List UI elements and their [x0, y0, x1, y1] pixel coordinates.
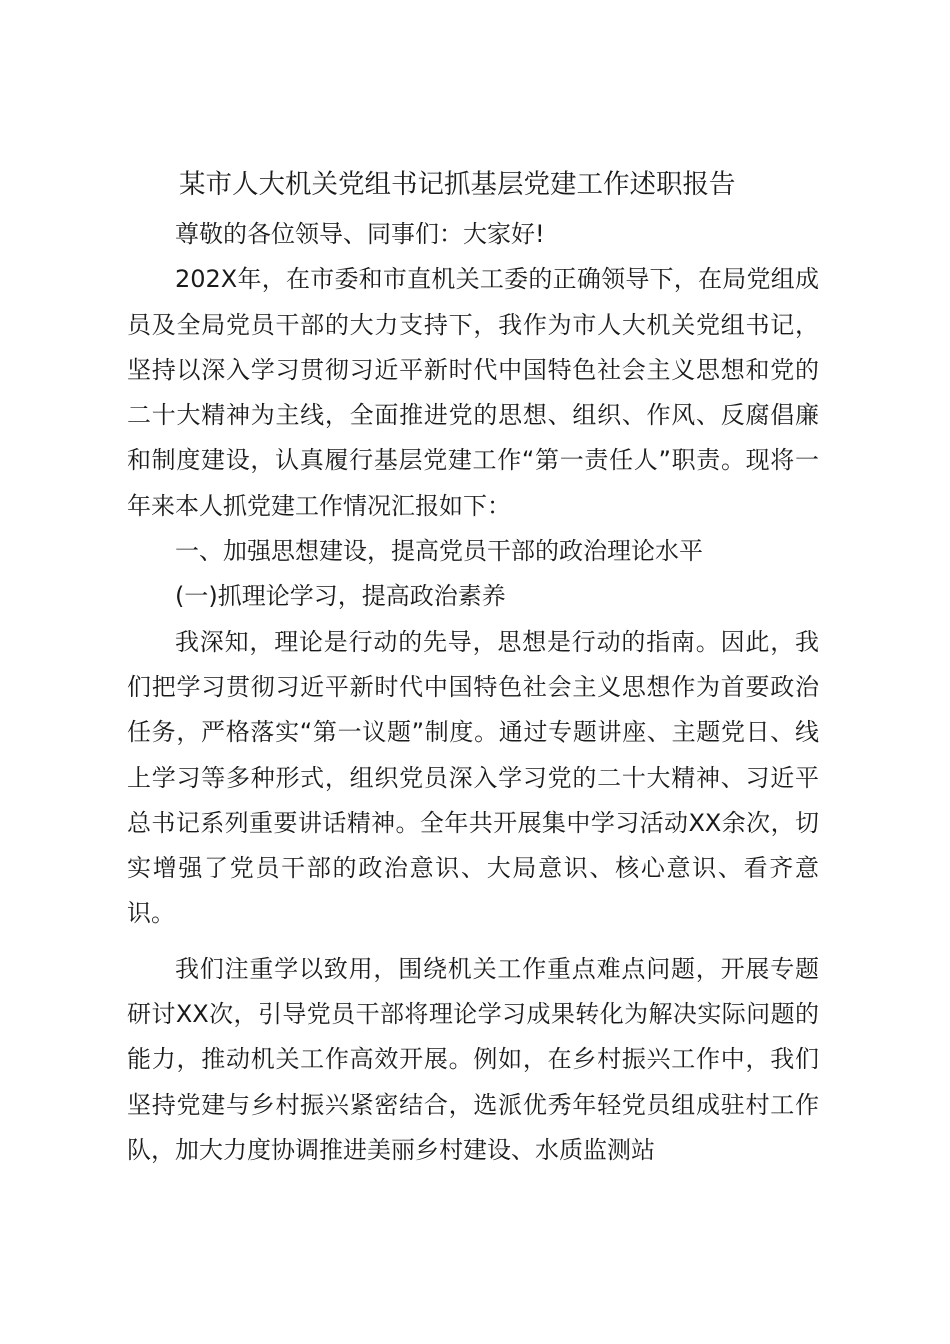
intro-paragraph: 202X年，在市委和市直机关工委的正确领导下，在局党组成员及全局党员干部的大力支持下，我作为市人大机关党组书记，坚持以深入学习贯彻习近平新时代中国特色社会主义思想和党的二十大精神为主线，全面推进党的思想、组织、作风、反腐倡廉和制度建设，认真履行基层党建工作“第一责任人”职责。现将一年来本人抓党建工作情况汇报如下： [127, 265, 819, 520]
document-title: 某市人大机关党组书记抓基层党建工作述职报告 [179, 169, 736, 200]
greeting: 尊敬的各位领导、同事们：大家好! [175, 220, 545, 248]
body-paragraph: 我们注重学以致用，围绕机关工作重点难点问题，开展专题研讨XX次，引导党员干部将理论学习成果转化为解决实际问题的能力，推动机关工作高效开展。例如，在乡村振兴工作中，我们坚持党建与乡村振兴紧密结合，选派优秀年轻党员组成驻村工作队，加大力度协调推进美丽乡村建设、水质监测站 [127, 954, 819, 1164]
document-body [127, 169, 819, 1173]
body-paragraph: 我深知，理论是行动的先导，思想是行动的指南。因此，我们把学习贯彻习近平新时代中国特色社会主义思想作为首要政治任务，严格落实“第一议题”制度。通过专题讲座、主题党日、线上学习等多种形式，组织党员深入学习党的二十大精神、习近平总书记系列重要讲话精神。全年共开展集中学习活动XX余次，切实增强了党员干部的政治意识、大局意识、核心意识、看齐意识。 [127, 627, 819, 928]
subsection-heading: (一)抓理论学习，提高政治素养 [175, 582, 506, 611]
section-heading: 一、加强思想建设，提高党员干部的政治理论水平 [175, 537, 703, 566]
